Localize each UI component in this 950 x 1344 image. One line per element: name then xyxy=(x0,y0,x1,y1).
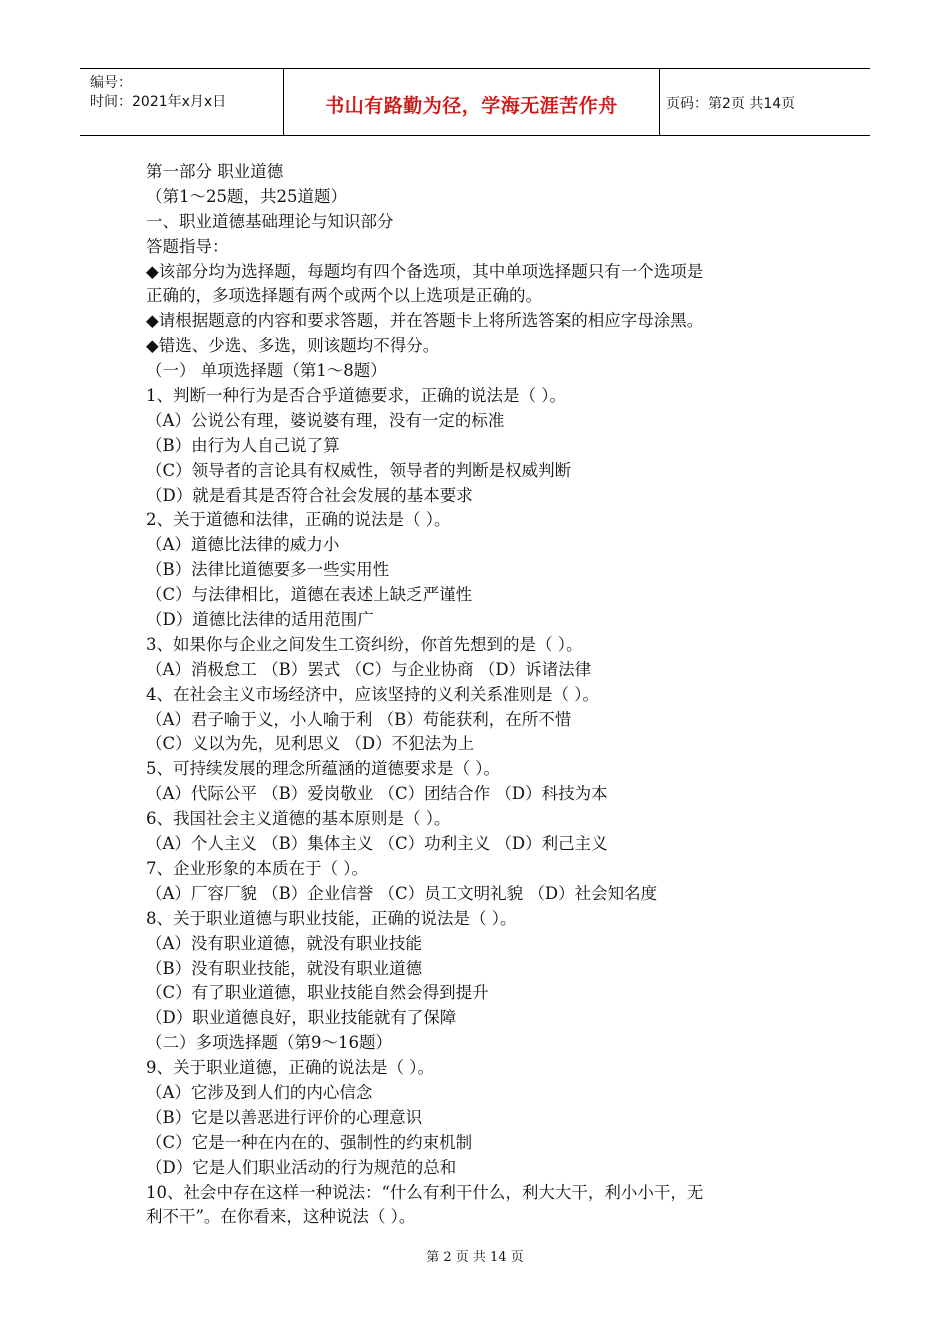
text-line: 6、我国社会主义道德的基本原则是（ ）。 xyxy=(146,809,451,829)
text-line: 利不干”。在你看来，这种说法（ ）。 xyxy=(146,1207,416,1227)
text-line: 4、在社会主义市场经济中，应该坚持的义利关系准则是（ ）。 xyxy=(146,684,599,704)
text-line: （A）公说公有理，婆说婆有理，没有一定的标准 xyxy=(146,410,505,430)
text-line: 3、如果你与企业之间发生工资纠纷，你首先想到的是（ ）。 xyxy=(146,634,583,654)
text-line: （C）义以为先，见利思义 （D）不犯法为上 xyxy=(146,734,475,754)
text-line: （A）道德比法律的威力小 xyxy=(146,535,340,555)
text-line: （A）厂容厂貌 （B）企业信誉 （C）员工文明礼貌 （D）社会知名度 xyxy=(146,883,658,903)
text-line: （B）法律比道德要多一些实用性 xyxy=(146,560,390,580)
text-line: 答题指导： xyxy=(146,236,229,256)
text-line: ◆错选、少选、多选，则该题均不得分。 xyxy=(146,336,440,356)
text-line: （C）它是一种在内在的、强制性的约束机制 xyxy=(146,1132,473,1152)
time-label: 时间：2021年x月x日 xyxy=(90,94,227,110)
text-line: （A）消极怠工 （B）罢式 （C）与企业协商 （D）诉诸法律 xyxy=(146,659,592,679)
text-line: （A）君子喻于义，小人喻于利 （B）苟能获利，在所不惜 xyxy=(146,709,572,729)
text-line: 一、职业道德基础理论与知识部分 xyxy=(146,211,394,231)
page-number-label: 页码：第2页 共14页 xyxy=(666,96,796,112)
document-body xyxy=(146,160,826,1230)
header-motto-cell xyxy=(284,69,660,135)
text-line: （C）有了职业道德，职业技能自然会得到提升 xyxy=(146,983,489,1003)
text-line: （第1～25题，共25道题） xyxy=(146,186,347,206)
text-line: （A）个人主义 （B）集体主义 （C）功利主义 （D）利己主义 xyxy=(146,834,608,854)
text-line: 8、关于职业道德与职业技能，正确的说法是（ ）。 xyxy=(146,908,517,928)
text-line: 1、判断一种行为是否合乎道德要求，正确的说法是（ ）。 xyxy=(146,386,566,406)
text-line: （B）由行为人自己说了算 xyxy=(146,435,340,455)
text-line: （C）与法律相比，道德在表述上缺乏严谨性 xyxy=(146,585,473,605)
text-line: 10、社会中存在这样一种说法：“什么有利干什么，利大大干，利小小干，无 xyxy=(146,1182,704,1202)
motto-text: 书山有路勤为径，学海无涯苦作舟 xyxy=(325,95,618,117)
text-line: （D）它是人们职业活动的行为规范的总和 xyxy=(146,1157,457,1177)
text-line: （D）职业道德良好，职业技能就有了保障 xyxy=(146,1008,457,1028)
text-line: （二）多项选择题（第9～16题） xyxy=(146,1033,392,1053)
page-header xyxy=(80,68,870,136)
header-page-cell xyxy=(660,69,870,135)
header-meta-cell xyxy=(80,69,284,135)
text-line: ◆请根据题意的内容和要求答题，并在答题卡上将所选答案的相应字母涂黑。 xyxy=(146,311,704,331)
text-line: 正确的，多项选择题有两个或两个以上选项是正确的。 xyxy=(146,286,542,306)
text-line: （一） 单项选择题（第1～8题） xyxy=(146,361,387,381)
text-line: （C）领导者的言论具有权威性，领导者的判断是权威判断 xyxy=(146,460,572,480)
text-line: （A）它涉及到人们的内心信念 xyxy=(146,1082,373,1102)
text-line: （B）没有职业技能，就没有职业道德 xyxy=(146,958,423,978)
text-line: （A）没有职业道德，就没有职业技能 xyxy=(146,933,422,953)
text-line: （B）它是以善恶进行评价的心理意识 xyxy=(146,1107,423,1127)
text-line: 第一部分 职业道德 xyxy=(146,162,284,181)
text-line: 9、关于职业道德，正确的说法是（ ）。 xyxy=(146,1058,434,1078)
number-label: 编号： xyxy=(90,75,132,91)
text-line: （D）就是看其是否符合社会发展的基本要求 xyxy=(146,485,473,505)
text-line: 7、企业形象的本质在于（ ）。 xyxy=(146,858,368,878)
text-line: ◆该部分均为选择题，每题均有四个备选项，其中单项选择题只有一个选项是 xyxy=(146,261,704,281)
text-line: （A）代际公平 （B）爱岗敬业 （C）团结合作 （D）科技为本 xyxy=(146,784,608,804)
text-line: （D）道德比法律的适用范围广 xyxy=(146,610,374,630)
page-footer: 第 2 页 共 14 页 xyxy=(426,1250,524,1265)
text-line: 2、关于道德和法律，正确的说法是（ ）。 xyxy=(146,510,451,530)
text-line: 5、可持续发展的理念所蕴涵的道德要求是（ ）。 xyxy=(146,759,500,779)
